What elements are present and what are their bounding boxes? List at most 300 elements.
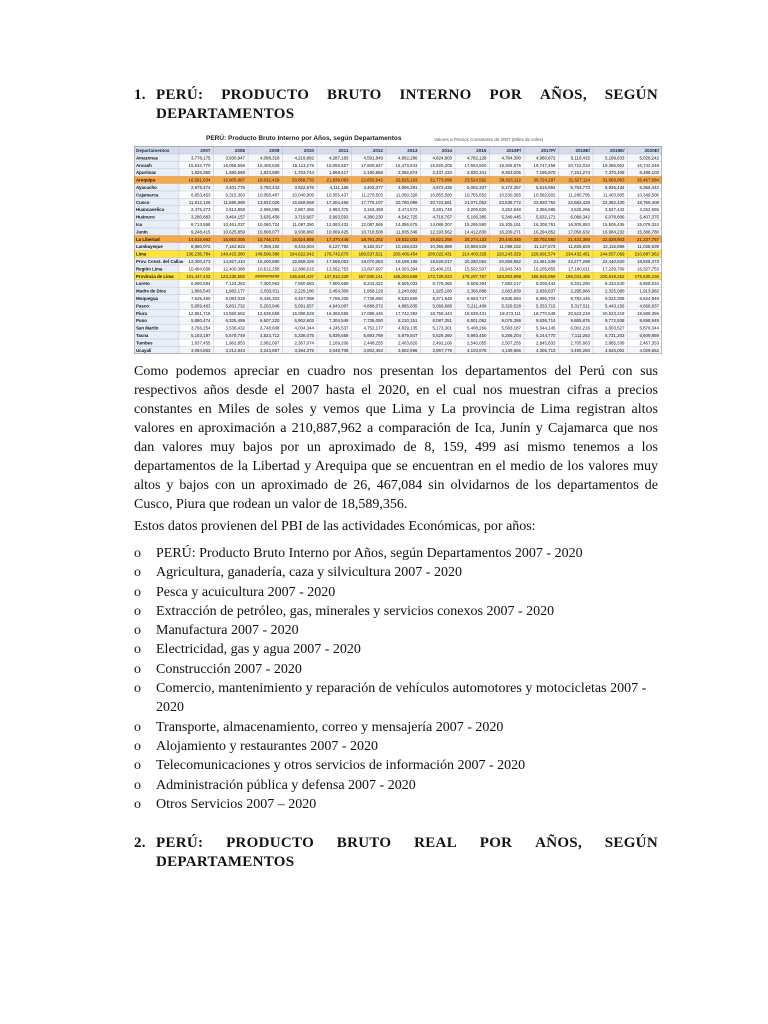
table-cell: 6,858,534 [639,281,659,287]
table-row-label: Ayacucho [136,185,157,190]
table-cell: 5,876,344 [639,325,659,331]
table-cell: 16,056,568 [223,162,245,168]
bullet-glyph: o [134,623,141,639]
table-cell: 10,592,602 [533,192,556,198]
section-2-heading [134,834,658,872]
table-cell: 2,696,095 [259,207,280,213]
table-cell: 21,237,757 [637,236,659,242]
table-cell: 14,927,410 [223,259,245,264]
table-cell: 19,385,902 [602,162,625,168]
table-cell: 13,697,697 [361,266,383,272]
table-cell: 1,837,455 [190,340,211,346]
table-cell: 4,111,165 [329,185,349,190]
table-row-label: Lima [136,251,147,257]
table-header-cell: 2019E/ [609,148,625,153]
table-cell: 157,830,141 [358,273,383,279]
table-cell: 18,761,252 [361,236,383,242]
table-cell: 6,286,204 [501,333,521,338]
table-cell: 20,274,133 [464,236,487,242]
table-cell: 200,819,252 [600,273,625,279]
heading-word: PERÚ: [156,87,204,103]
table-cell: 3,163,458 [363,207,383,213]
table-cell: 16,742,048 [637,162,659,168]
table-cell: 6,002,216 [570,325,590,331]
table-cell: 5,659,463 [190,303,211,309]
table-row-label: Madre de Dios [136,288,167,294]
table-cell: 2,663,839 [501,288,521,294]
table-cell: 19,821,258 [430,236,452,242]
table-cell: 8,363,005 [501,170,521,176]
table-cell: 15,745,171 [257,236,280,242]
table-cell: 4,752,177 [363,325,383,331]
table-cell: 17,058,632 [568,229,590,235]
table-row-label: Amazonas [136,155,158,161]
list-item [134,583,658,602]
table-cell: 2,240,882 [397,288,418,294]
table-cell: 2,845,833 [535,340,556,346]
table-header-cell: 2018E/ [575,148,590,153]
table-cell: 11,280,795 [568,192,590,198]
list-item [134,640,658,659]
list-item-text: Construcción 2007 - 2020 [156,661,302,677]
table-cell: 4,823,712 [259,333,280,338]
table-cell: 20,702,550 [533,236,556,242]
table-row-label: Apurímac [136,170,157,176]
table-cell: 1,913,982 [639,288,659,294]
table-row-label: Pasco [136,303,149,309]
table-cell: 8,436,303 [259,296,280,301]
list-item [134,660,658,679]
table-cell: 15,079,324 [637,222,659,227]
table-cell: 1,826,360 [190,170,211,176]
table-row-label: Puno [136,318,147,324]
table-cell: 16,327,753 [637,266,659,272]
table-cell: 2,367,074 [294,340,314,346]
table-cell: 16,591,634 [188,177,211,183]
list-item-text: PERÚ: Producto Bruto Interno por Años, según Departamentos 2007 - 2020 [156,546,583,561]
table-row-label: Ancash [136,162,152,168]
table-cell: 164,622,042 [289,251,314,257]
table-cell: 3,766,254 [190,325,211,331]
table-cell: 22,440,820 [602,259,625,264]
table-cell: 4,490,283 [570,347,590,353]
table-cell: 15,869,326 [292,259,314,264]
table-cell: 7,660,683 [294,281,314,287]
table-cell: 1,962,853 [225,340,245,346]
table-cell: 17,180,011 [568,266,590,272]
section-number: 2. [134,835,146,851]
table-cell: 131,447,422 [186,273,211,279]
table-cell: 2,190,868 [363,170,383,176]
table-cell: 147,810,328 [324,273,349,279]
heading-word: POR [479,835,513,851]
table-cell: 149,598,386 [255,251,280,257]
table-cell: 3,281,748 [432,207,452,213]
table-cell: 3,635,458 [259,214,280,220]
table-cell: 2,366,888 [466,288,487,294]
table-cell: 4,625,002 [604,347,625,353]
table-cell: 5,329,528 [501,303,521,309]
table-cell: 9,636,714 [535,318,556,324]
heading-word: INTERNO [399,87,472,103]
heading-word: POR [489,87,523,103]
table-cell: 16,305,853 [568,222,590,227]
table-cell: 3,902,696 [397,347,418,353]
table-cell: 17,569,063 [326,259,349,264]
table-cell: 234,432,451 [565,251,590,257]
table-cell: 17,742,382 [395,310,418,316]
table-cell: 19,532,033 [395,236,418,242]
table-cell: 15,943,743 [499,266,521,272]
table-cell: 2,975,474 [190,185,211,190]
table-cell: 1,982,177 [225,288,245,294]
table-cell: 5,172,357 [501,185,521,190]
table-cell: 3,280,883 [190,214,211,220]
table-cell: 20,780,099 [395,199,418,205]
table-cell: 175,839,236 [634,273,659,279]
table-cell: 23,538,772 [499,199,521,205]
table-cell: 11,127,673 [533,244,556,250]
table-cell: 244,557,069 [600,251,625,257]
table-cell: 4,668,837 [639,303,659,309]
table-cell: 22,277,298 [568,259,590,264]
table-cell: 6,078,806 [604,214,625,220]
table-cell: 4,305,710 [535,347,556,353]
list-item-text: Administración pública y defensa 2007 - 2020 [156,777,416,793]
bullet-glyph: o [134,738,141,754]
table-header-cell: 2016P/ [506,148,521,153]
table-cell: 9,182,017 [363,244,383,250]
table-cell: 8,087,351 [432,318,452,324]
table-cell: 3,262,948 [501,207,521,213]
table-cell: 11,825,829 [568,244,590,250]
table-cell: 15,388,780 [637,229,659,235]
table-cell: 5,344,145 [535,325,556,331]
table-header-cell: 2013 [407,148,418,153]
table-cell: 5,583,187 [501,325,521,331]
table-cell: 8,530,869 [397,296,418,301]
table-cell: 31,527,114 [568,177,590,183]
section-1-heading [134,86,658,124]
table-cell: 7,151,274 [570,170,590,176]
table-cell: 7,300,963 [259,281,280,287]
table-cell: 3,474,572 [397,207,418,213]
table-cell: 18,639,431 [464,310,487,316]
table-cell: 21,431,393 [568,236,590,242]
table-cell: ########## [255,273,280,279]
bullet-glyph: o [134,565,141,581]
table-cell: 8,501,062 [466,318,487,324]
table-row-label: San Martín [136,325,159,331]
table-cell: 11,028,539 [637,244,659,250]
table-cell: 13,300,473 [188,259,211,264]
table-cell: 11,912,125 [188,199,211,205]
table-cell: 15,295,580 [464,222,487,227]
table-cell: 21,461,539 [533,259,556,264]
table-cell: 8,653,453 [190,192,211,198]
table-title: PERÚ: Producto Bruto Interno por Años, según Departamentos [206,135,402,142]
table-cell: 11,835,346 [395,229,418,235]
table-cell: 15,653,006 [223,236,245,242]
table-cell: 31,668,063 [602,177,625,183]
pbi-table [134,146,662,354]
table-cell: 186,925,859 [531,273,556,279]
table-cell: 123,235,582 [220,273,245,279]
table-subtitle: Valores a Precios Constantes de 2007 (Miles de soles) [434,137,544,142]
table-cell: 7,525,480 [190,296,211,301]
table-cell: 5,407,375 [639,214,659,220]
table-cell: 10,869,529 [464,244,487,250]
table-cell: 3,750,443 [259,185,280,190]
table-cell: 20,722,034 [568,162,590,168]
table-cell: 17,775,107 [361,199,383,205]
table-cell: 8,505,033 [397,281,418,287]
table-cell: 2,295,966 [570,288,590,294]
table-cell: 4,380,230 [363,214,383,220]
table-cell: 5,333,715 [535,303,556,309]
table-cell: 4,682,286 [397,155,418,161]
table-cell: 10,461,037 [223,222,245,227]
table-cell: 4,402,377 [363,185,383,190]
table-cell: 3,930,947 [225,155,245,161]
list-item [134,563,658,582]
table-cell: 8,782,445 [570,296,590,301]
table-cell: 18,070,083 [361,259,383,264]
table-cell: 5,066,688 [432,303,452,309]
table-cell: 10,808,077 [257,229,280,235]
list-item-text: Pesca y acuicultura 2007 - 2020 [156,584,336,600]
table-cell: 178,297,767 [462,273,487,279]
table-cell: 5,118,415 [570,155,590,161]
table-cell: 15,055,667 [326,162,349,168]
table-cell: 3,205,620 [466,207,487,213]
table-cell: 2,169,206 [328,340,349,346]
list-item [134,679,658,718]
table-cell: 3,401,775 [225,185,245,190]
table-cell: 10,612,258 [257,266,280,272]
table-cell: 4,591,849 [363,155,383,161]
list-item [134,602,658,621]
table-cell: 8,127,792 [328,244,349,250]
table-cell: 8,835,594 [501,296,521,301]
table-cell: 16,205,855 [533,266,556,272]
table-cell: 3,527,442 [604,207,625,213]
heading-word: SEGÚN [604,87,658,103]
table-cell: 10,555,437 [326,192,349,198]
table-cell: 200,406,454 [393,251,418,257]
table-cell: 7,370,408 [604,170,625,176]
table-row-label: Loreto [136,281,150,287]
table-cell: 12,116,889 [602,244,625,250]
table-cell: 6,509,859 [639,333,659,338]
table-cell: 2,540,055 [466,340,487,346]
table-cell: 12,400,388 [223,266,245,272]
table-cell: 9,022,308 [604,296,625,301]
list-item-text: Comercio, mantenimiento y reparación de vehículos automotores y motocicletas 2007 - 2020 [156,681,647,716]
table-cell: 136,236,784 [186,251,211,257]
table-cell: 20,523,218 [602,310,625,316]
table-row-label: Tumbes [136,340,153,346]
table-cell: 9,075,359 [501,318,521,324]
table-cell: 226,691,574 [531,251,556,257]
table-cell: 4,829,135 [397,325,418,331]
table-cell: 7,785,209 [328,296,349,301]
table-cell: 11,087,350 [292,222,314,227]
table-cell: 18,305,876 [499,162,521,168]
table-cell: 16,366,559 [326,310,349,316]
table-cell: 11,060,328 [395,192,418,198]
table-cell: 10,625,859 [223,229,245,235]
table-row-label: Moquegua [136,296,158,301]
table-cell: 10,530,365 [499,192,521,198]
table-cell: 2,993,375 [328,207,349,213]
table-cell: 3,464,157 [225,214,245,220]
table-cell: 15,659,658 [292,199,314,205]
table-cell: 220,243,329 [496,251,521,257]
table-cell: 12,087,565 [361,222,383,227]
table-cell: 8,457,088 [294,296,314,301]
table-cell: 5,317,511 [570,303,590,309]
heading-words [156,834,658,853]
table-cell: 2,448,255 [363,340,383,346]
table-row-label: Cajamarca [136,192,159,198]
table-cell: 5,091,657 [294,303,314,309]
table-cell: 4,034,344 [294,325,314,331]
table-cell: 3,212,843 [225,347,245,353]
table-cell: 17,370,446 [326,236,349,242]
table-cell: 8,860,072 [190,244,211,250]
table-cell: 8,508,394 [466,281,487,287]
activities-list [134,544,658,814]
table-cell: 2,325,080 [604,288,625,294]
table-cell: 4,029,552 [639,347,659,353]
table-cell: 6,489,103 [639,170,659,176]
table-cell: 16,209,271 [499,229,521,235]
table-row-label: Cusco [136,199,150,205]
table-cell: 17,099,446 [361,310,383,316]
table-row-label: Piura [136,310,147,316]
table-cell: 10,755,652 [464,192,487,198]
table-cell: 4,139,865 [501,347,521,353]
table-cell: 7,308,192 [259,244,280,250]
table-row-label: La Libertad [136,236,160,242]
table-cell: 5,002,337 [466,185,487,190]
bullet-glyph: o [134,603,141,619]
table-cell: 17,239,709 [602,266,625,272]
table-cell: 18,589,356 [637,310,659,316]
table-cell: 22,655,942 [361,177,383,183]
table-cell: 20,523,218 [568,310,590,316]
table-cell: 5,366,442 [639,185,659,190]
table-cell: 10,718,508 [361,229,383,235]
table-cell: 29,625,112 [499,177,521,183]
table-cell: 20,859,852 [499,259,521,264]
table-header-cell: 2020E/ [644,148,659,153]
table-cell: 16,473,843 [395,162,418,168]
list-item-text: Alojamiento y restaurantes 2007 - 2020 [156,738,379,754]
table-row-label: Lambayeque [136,244,163,250]
table-cell: 19,747,458 [533,162,556,168]
table-cell: 7,162,922 [225,244,245,250]
table-cell: 7,735,050 [363,318,383,324]
table-cell: 3,778,175 [190,155,211,161]
table-cell: 18,198,189 [395,259,418,264]
table-cell: 16,905,867 [223,177,245,183]
table-cell: 5,173,301 [432,325,452,331]
table-cell: 2,705,663 [570,340,590,346]
bullet-glyph: o [134,584,141,600]
table-cell: 2,229,180 [294,288,314,294]
table-cell: 189,537,521 [358,251,383,257]
table-cell: 7,304,549 [328,318,349,324]
table-cell: 2,885,339 [604,340,625,346]
table-cell: 5,163,197 [190,333,211,338]
table-row-label: Región Lima [136,266,163,272]
table-cell: 18,473,111 [499,310,521,316]
table-cell: 5,993,450 [466,333,487,338]
table-cell: 8,779,365 [432,281,452,287]
table-cell: 4,098,318 [259,155,280,161]
table-cell: 5,578,749 [225,333,245,338]
table-row-label: Ucayali [136,347,152,353]
heading-word: BRUTO [336,835,392,851]
heading-word: BRUTO [327,87,382,103]
table-cell: 22,029,903 [602,236,625,242]
table-cell: 3,243,857 [259,347,280,353]
table-cell: 13,562,753 [326,266,349,272]
table-cell: 15,505,436 [602,222,625,227]
table-cell: 4,906,291 [397,185,418,190]
table-cell: 5,879,847 [397,333,418,338]
heading-word: PRODUCTO [226,835,315,851]
table-cell: 8,008,444 [535,281,556,287]
table-cell: 2,830,341 [466,170,487,176]
table-cell: 6,003,527 [604,325,625,331]
table-cell: 9,248,415 [190,229,211,235]
table-cell: 14,615,663 [188,236,211,242]
table-cell: 8,713,558 [190,222,211,227]
table-cell: 3,356,585 [535,207,556,213]
table-cell: 8,624,948 [639,296,659,301]
table-cell: 8,210,151 [397,318,418,324]
table-cell: 5,831,732 [225,303,245,309]
table-cell: 15,408,628 [257,162,280,168]
table-header-cell: 2012 [372,148,383,153]
table-cell: 6,325,459 [225,318,245,324]
list-item-text: Extracción de petróleo, gas, minerales y servicios conexos 2007 - 2020 [156,603,555,619]
table-cell: 2,033,611 [260,288,280,294]
table-header-cell: 2011 [338,148,349,153]
table-cell: 13,550,582 [223,310,245,316]
table-row-label: Arequipa [136,177,156,183]
pbi-table-figure [134,131,662,354]
table-cell: 18,928,373 [637,259,659,264]
analysis-paragraph: Como podemos apreciar en cuadro nos presentan los departamentos del Perú con sus respectivos años desde el 2007 hasta el 2020, en el cual nos muestran cifras a precios constantes en Miles de soles y vemos que Lima y La provincia de Lima registran altos valores en aproximación a 210,887,962 a comparación de Ica, Junín y Cajamarca que nos dan valores muy bajos por un aproximado de 8, 159, 499 asi mismo tenemos a los departamentos de la Libertad y Arequipa que se encuentran en el medio de los valores muy altos y bajos con un aproximado de 26, 467,084 sin olvidarnos de los departamentos de Cusco, Piura que rodean un valor de 18,589,356. [134,364,658,512]
table-cell: 10,349,506 [637,192,659,198]
table-cell: 16,294,852 [533,229,556,235]
table-cell: 11,463,805 [602,192,625,198]
table-cell: 7,800,669 [328,281,349,287]
table-cell: 3,748,608 [259,325,280,331]
table-cell: 8,698,949 [639,318,659,324]
table-cell: 2,454,309 [328,288,349,294]
list-item [134,795,658,814]
table-cell: 10,356,888 [430,244,452,250]
table-row-label: Huancavelica [136,207,165,213]
table-cell: 2,467,353 [639,340,659,346]
table-cell: 14,303,394 [395,266,418,272]
table-cell: 4,824,603 [432,155,452,161]
